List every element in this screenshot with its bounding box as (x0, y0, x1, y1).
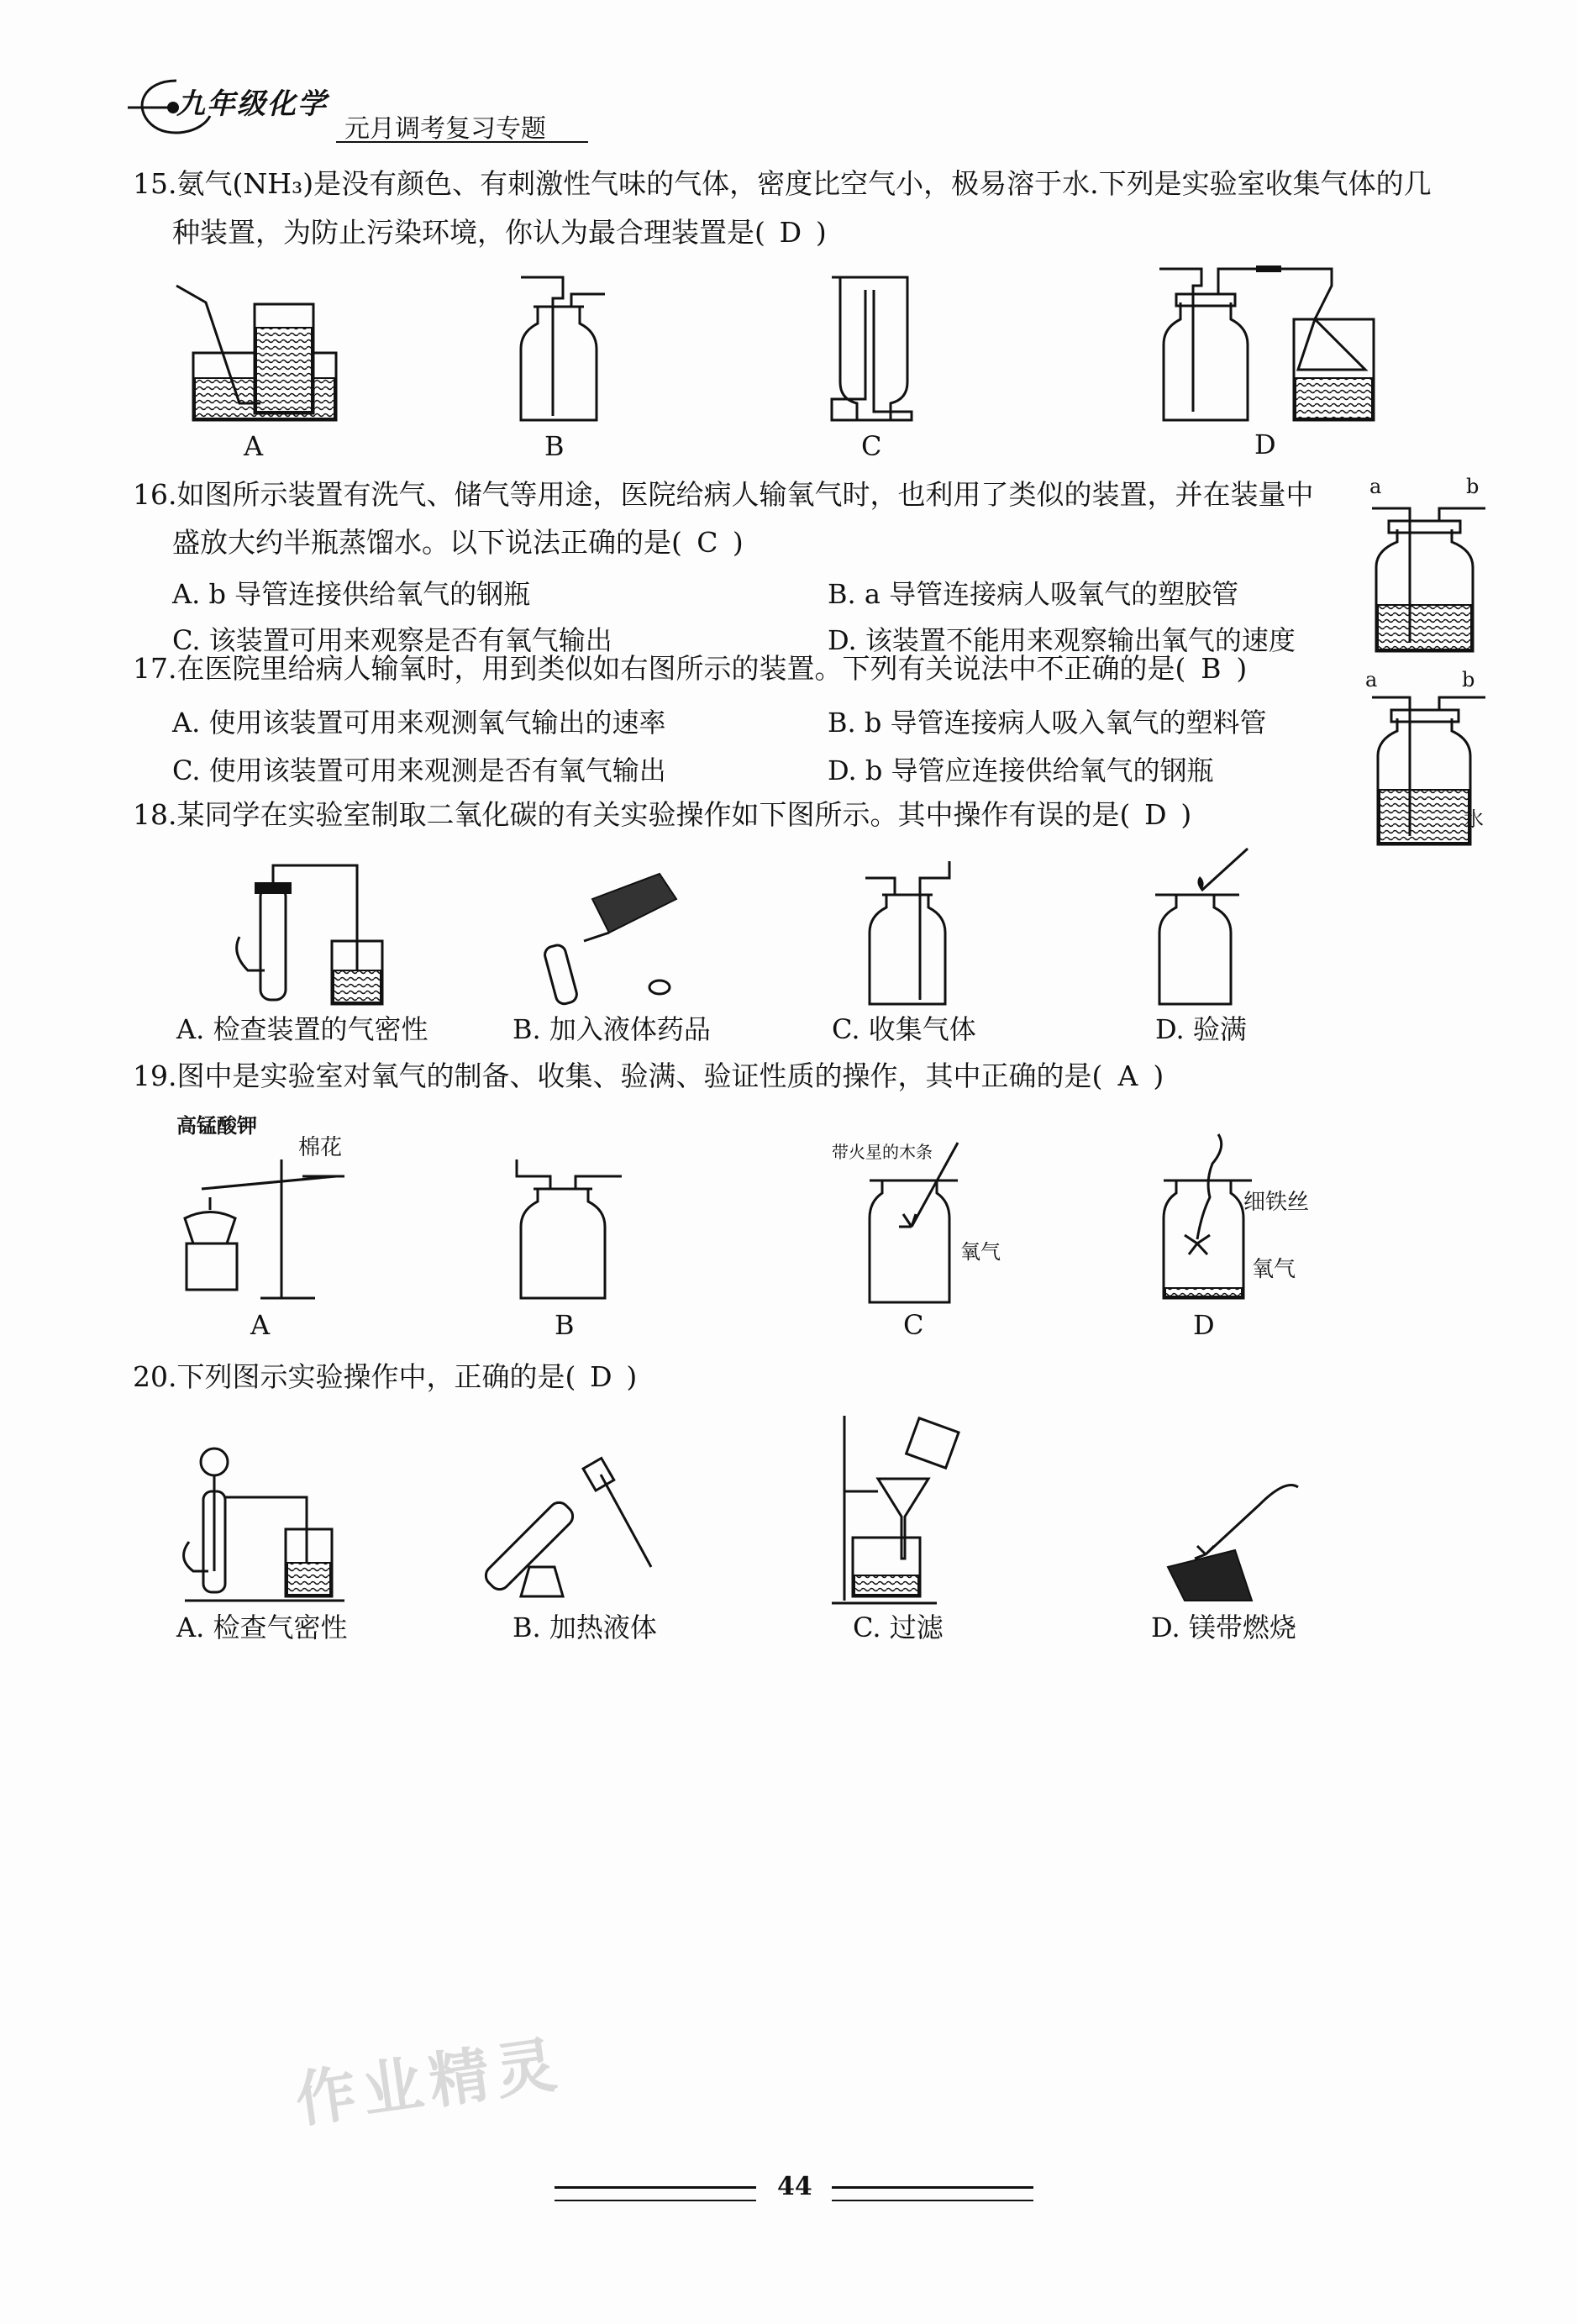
figure-19b-bottle (513, 1155, 626, 1307)
figure-label-b: b (1462, 668, 1475, 691)
question-number: 19. (133, 1059, 177, 1092)
option-b: B. a 导管连接病人吸氧气的塑胶管 (828, 578, 1239, 610)
caption-c: C. 收集气体 (832, 1013, 976, 1045)
option-c: C. 使用该装置可用来观测是否有氧气输出 (172, 755, 666, 786)
paren-close: ) (1180, 798, 1192, 831)
option-d: D. b 导管应连接供给氧气的钢瓶 (828, 755, 1214, 786)
figure-label: C (903, 1309, 924, 1341)
figure-label-a: a (1365, 668, 1378, 691)
question-text-line1: 在医院里给病人输氧时，用到类似如右图所示的装置。下列有关说法中不正确的是( (176, 652, 1186, 685)
answer: B (1201, 652, 1222, 685)
question-number: 15. (133, 167, 177, 200)
caption-d: D. 镁带燃烧 (1151, 1612, 1296, 1643)
caption-b: B. 加热液体 (513, 1612, 657, 1643)
figure-label: C (861, 430, 882, 462)
figure-18a-airtight-check (231, 861, 399, 1008)
label-kmno4: 高锰酸钾 (176, 1113, 257, 1138)
figure-16-wash-bottle (1368, 483, 1490, 655)
caption-d: D. 验满 (1155, 1013, 1247, 1045)
figure-label: A (250, 1309, 271, 1341)
caption-a: A. 检查气密性 (176, 1612, 348, 1643)
question-text-line1: 某同学在实验室制取二氧化碳的有关实验操作如下图所示。其中操作有误的是( (176, 798, 1131, 831)
figure-15a-trough (172, 277, 340, 429)
figure-15d-bottle-beaker (1155, 260, 1382, 429)
question-number: 18. (133, 798, 177, 831)
label-iron-wire: 细铁丝 (1243, 1190, 1310, 1215)
caption-a: A. 检查装置的气密性 (176, 1013, 428, 1045)
figure-label: B (555, 1309, 575, 1341)
question-text-line1: 如图所示装置有洗气、储气等用途，医院给病人输氧气时，也利用了类似的装置，并在装量中 (176, 478, 1314, 511)
answer: C (697, 526, 718, 559)
figure-20b-heating-liquid (500, 1458, 668, 1605)
figure-label: A (244, 430, 264, 462)
paren-close: ) (1153, 1059, 1164, 1092)
watermark: 作业精灵 (291, 2027, 568, 2136)
figure-20d-magnesium-burning (1159, 1475, 1311, 1605)
option-a: A. 使用该装置可用来观测氧气输出的速率 (172, 707, 666, 739)
option-a: A. b 导管连接供给氧气的钢瓶 (172, 578, 531, 610)
figure-label-water: 水 (1464, 807, 1484, 831)
option-b: B. b 导管连接病人吸入氧气的塑料管 (828, 707, 1267, 739)
header-title: 九年级化学 (176, 87, 328, 121)
option-c: C. 该装置可用来观察是否有氧气输出 (172, 624, 612, 656)
page-number: 44 (777, 2172, 812, 2201)
figure-19a-heating (176, 1138, 353, 1307)
answer: D (779, 216, 802, 249)
paren-close: ) (732, 526, 744, 559)
figure-label: D (1254, 429, 1276, 460)
answer: A (1117, 1059, 1138, 1092)
question-number: 16. (133, 478, 177, 511)
figure-label: D (1193, 1309, 1215, 1341)
header-subtitle: 元月调考复习专题 (344, 114, 546, 144)
question-text-line1: 下列图示实验操作中，正确的是( (176, 1360, 576, 1393)
header-rule (336, 141, 588, 143)
caption-b: B. 加入液体药品 (513, 1013, 711, 1045)
figure-19c-gas-full-check (865, 1143, 983, 1307)
figure-20c-filtration (828, 1412, 979, 1609)
figure-label-a: a (1369, 475, 1382, 498)
label-oxygen: 氧气 (960, 1240, 1001, 1264)
figure-18d-gas-full-check (1151, 844, 1269, 1008)
figure-15c-inverted-bottle (828, 273, 920, 424)
figure-18b-pour-liquid (542, 865, 685, 1008)
figure-label: B (544, 430, 565, 462)
caption-c: C. 过滤 (853, 1612, 944, 1643)
label-splint: 带火星的木条 (832, 1142, 933, 1162)
question-number: 20. (133, 1360, 177, 1393)
label-oxygen: 氧气 (1252, 1257, 1296, 1282)
figure-label-b: b (1466, 475, 1480, 498)
paren-close: ) (626, 1360, 638, 1393)
option-d: D. 该装置不能用来观察输出氧气的速度 (828, 624, 1296, 656)
paren-close: ) (1236, 652, 1248, 685)
figure-20a-airtight-check (176, 1445, 353, 1605)
question-text-line1: 氨气(NH₃)是没有颜色、有刺激性气味的气体，密度比空气小，极易溶于水.下列是实验室收集气体的几 (176, 167, 1432, 200)
answer: D (590, 1360, 612, 1393)
figure-15b-bottle (513, 273, 613, 424)
figure-18c-collect-gas (861, 857, 962, 1008)
paren-close: ) (815, 216, 827, 249)
question-text-line1: 图中是实验室对氧气的制备、收集、验满、验证性质的操作，其中正确的是( (176, 1059, 1103, 1092)
answer: D (1144, 798, 1167, 831)
label-cotton: 棉花 (298, 1135, 343, 1160)
question-text-line2: 盛放大约半瓶蒸馏水。以下说法正确的是( (172, 526, 682, 559)
question-text-line2: 种装置，为防止污染环境，你认为最合理装置是( (172, 216, 765, 249)
question-number: 17. (133, 652, 177, 685)
